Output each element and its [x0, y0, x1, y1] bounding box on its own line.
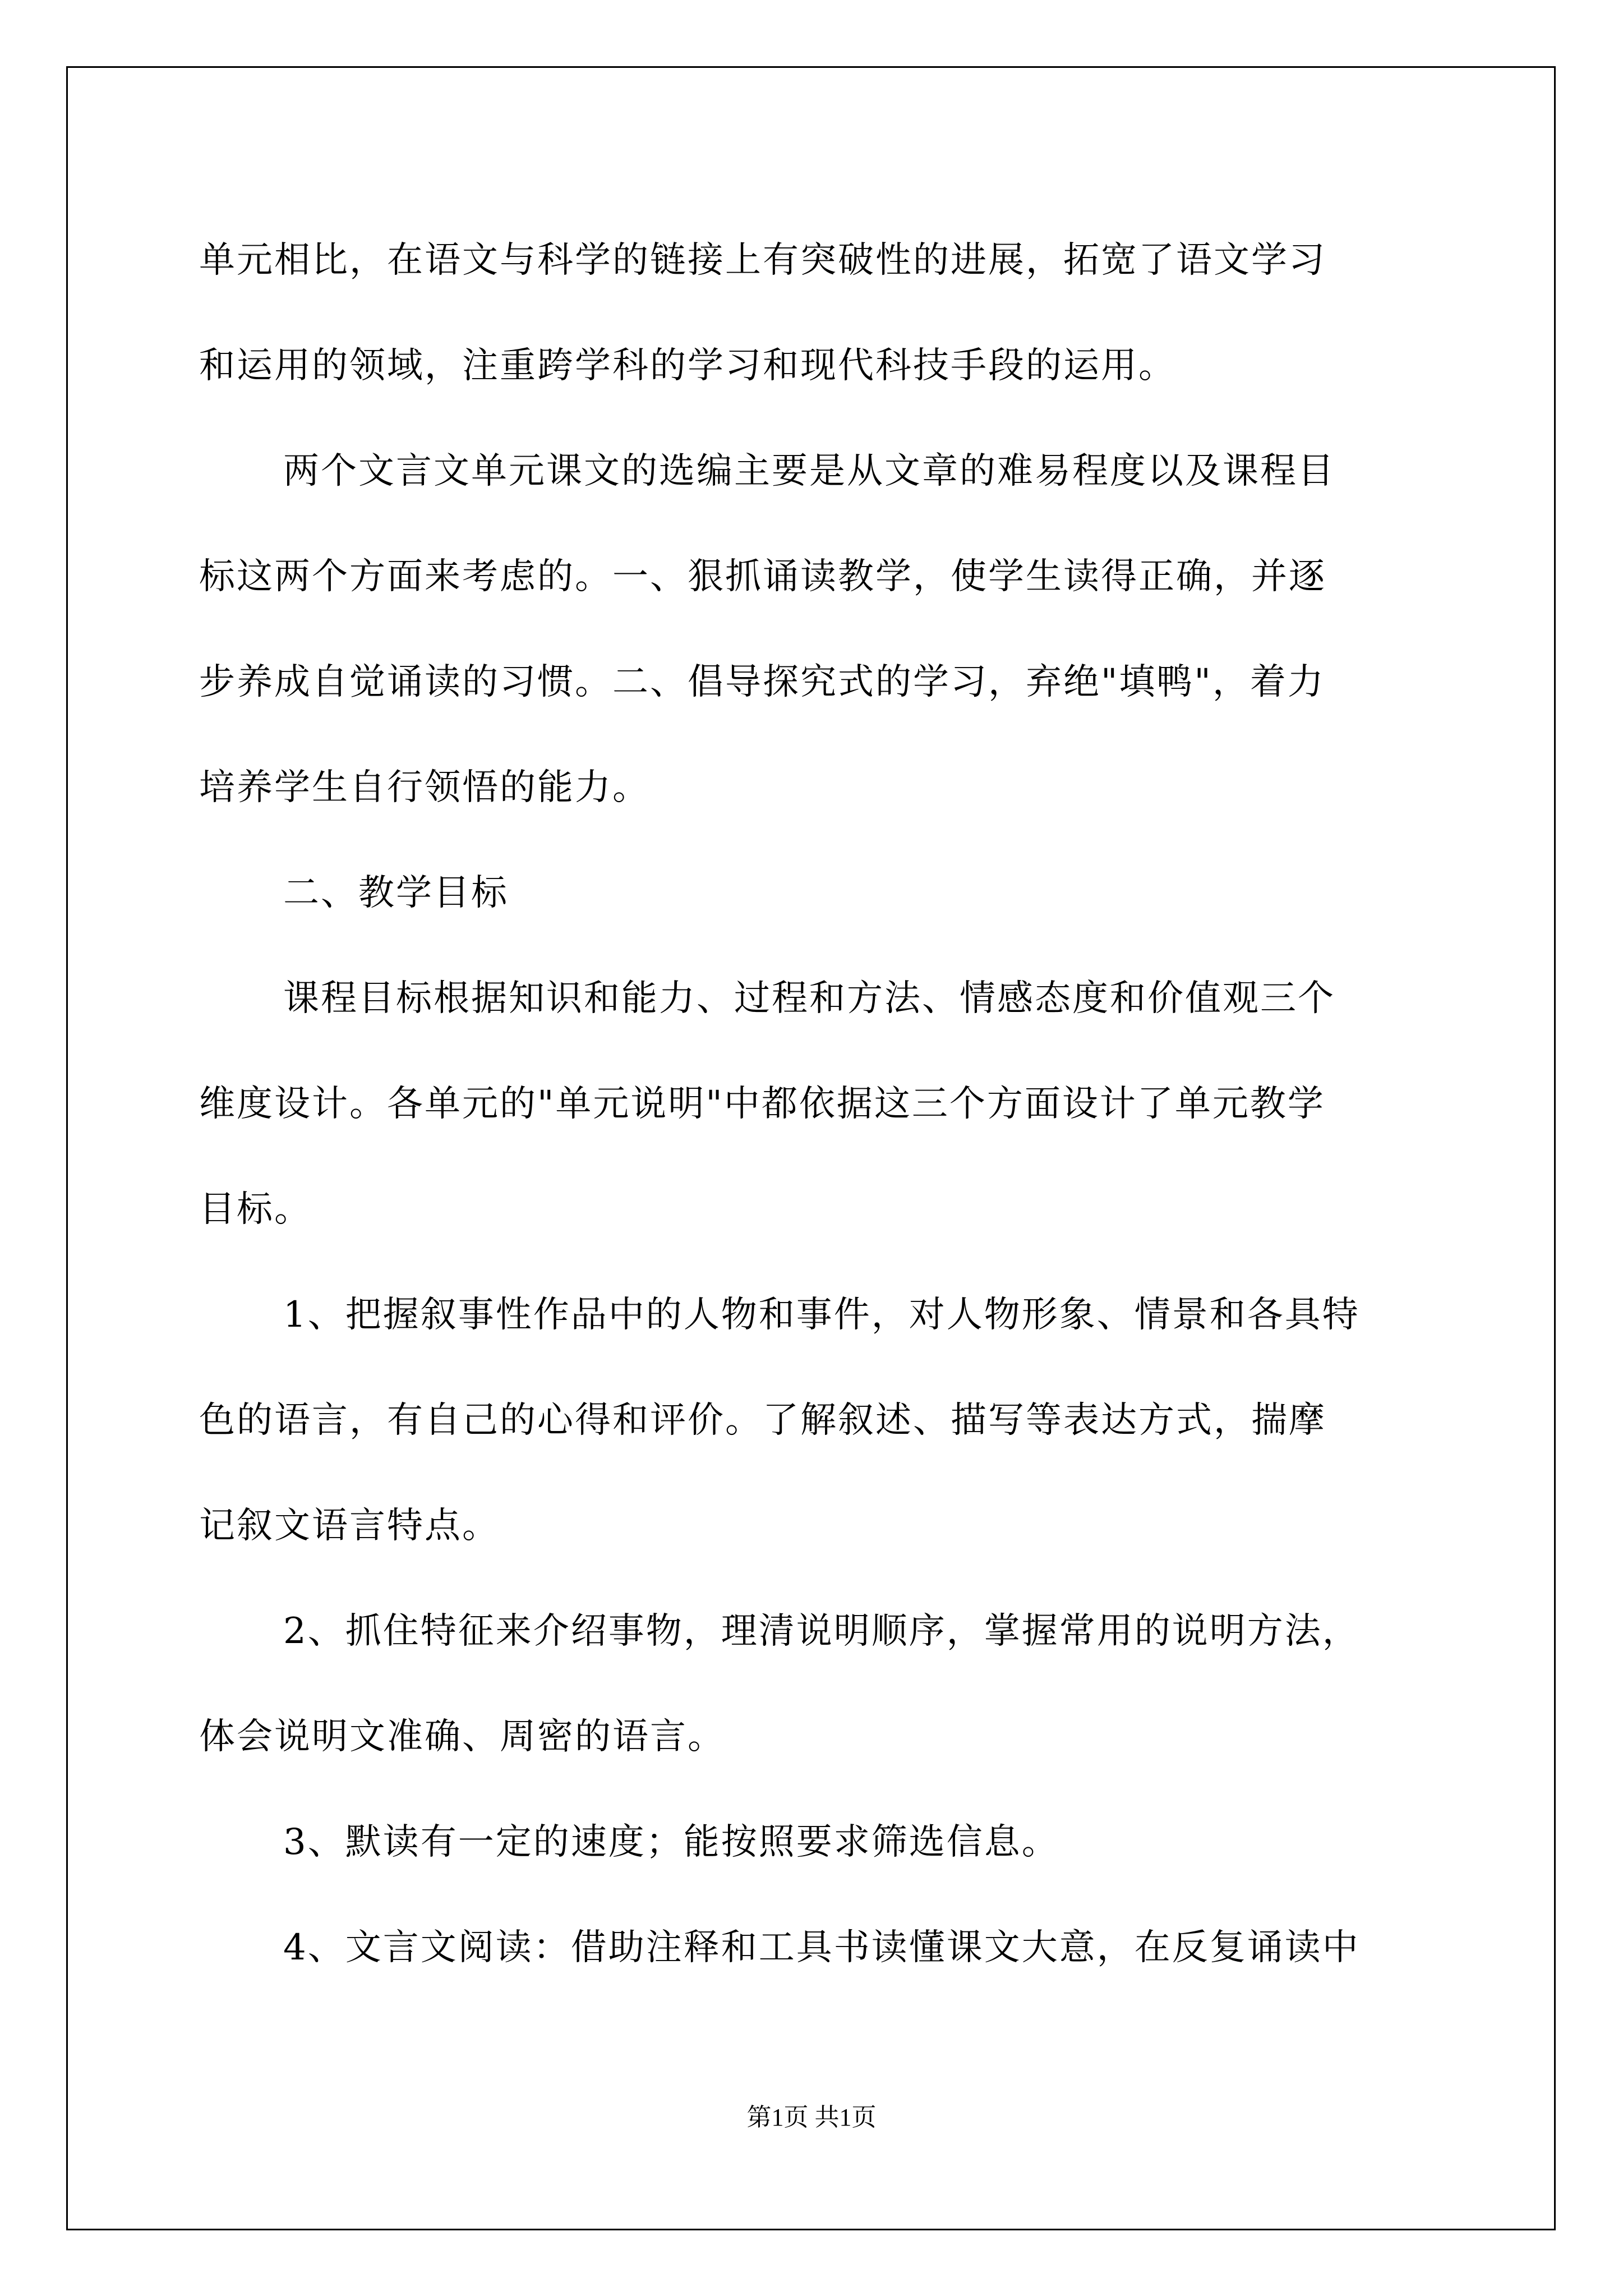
paragraph: [199, 208, 1427, 418]
paragraph: [199, 418, 1427, 840]
text-line: 课程目标根据知识和能力、过程和方法、情感态度和价值观三个: [283, 978, 1335, 1019]
text-line: 色的语言，有自己的心得和评价。了解叙述、描写等表达方式，揣摩: [199, 1400, 1326, 1441]
text-line: 记叙文语言特点。: [199, 1505, 500, 1547]
list-item: [199, 1262, 1427, 1579]
document-body: [199, 208, 1427, 2000]
page-footer: [0, 2101, 1623, 2134]
text-line: 和运用的领域，注重跨学科的学习和现代科技手段的运用。: [199, 345, 1176, 386]
text-line: 步养成自觉诵读的习惯。二、倡导探究式的学习，弃绝"填鸭"，着力: [199, 661, 1325, 703]
text-line: 标这两个方面来考虑的。一、狠抓诵读教学，使学生读得正确，并逐: [199, 556, 1326, 597]
text-line: 两个文言文单元课文的选编主要是从文章的难易程度以及课程目: [283, 450, 1335, 492]
text-line: 体会说明文准确、周密的语言。: [199, 1716, 725, 1757]
paragraph: [199, 946, 1427, 1262]
list-item: [199, 1895, 1427, 2000]
text-line: 培养学生自行领悟的能力。: [199, 767, 650, 808]
text-line: 3、默读有一定的速度；能按照要求筛选信息。: [283, 1821, 1059, 1863]
text-line: 维度设计。各单元的"单元说明"中都依据这三个方面设计了单元教学: [199, 1083, 1325, 1125]
text-line: 2、抓住特征来介绍事物，理清说明顺序，掌握常用的说明方法，: [283, 1611, 1360, 1652]
list-item: [199, 1579, 1427, 1789]
page-number-label: 第1页 共1页: [746, 2104, 877, 2131]
text-line: 4、文言文阅读：借助注释和工具书读懂课文大意，在反复诵读中: [283, 1927, 1360, 1968]
section-heading: [199, 840, 1427, 946]
text-line: 1、把握叙事性作品中的人物和事件，对人物形象、情景和各具特: [283, 1294, 1360, 1336]
text-line: 目标。: [199, 1189, 312, 1230]
text-line: 单元相比，在语文与科学的链接上有突破性的进展，拓宽了语文学习: [199, 240, 1326, 281]
list-item: [199, 1789, 1427, 1895]
text-line: 二、教学目标: [283, 872, 509, 914]
